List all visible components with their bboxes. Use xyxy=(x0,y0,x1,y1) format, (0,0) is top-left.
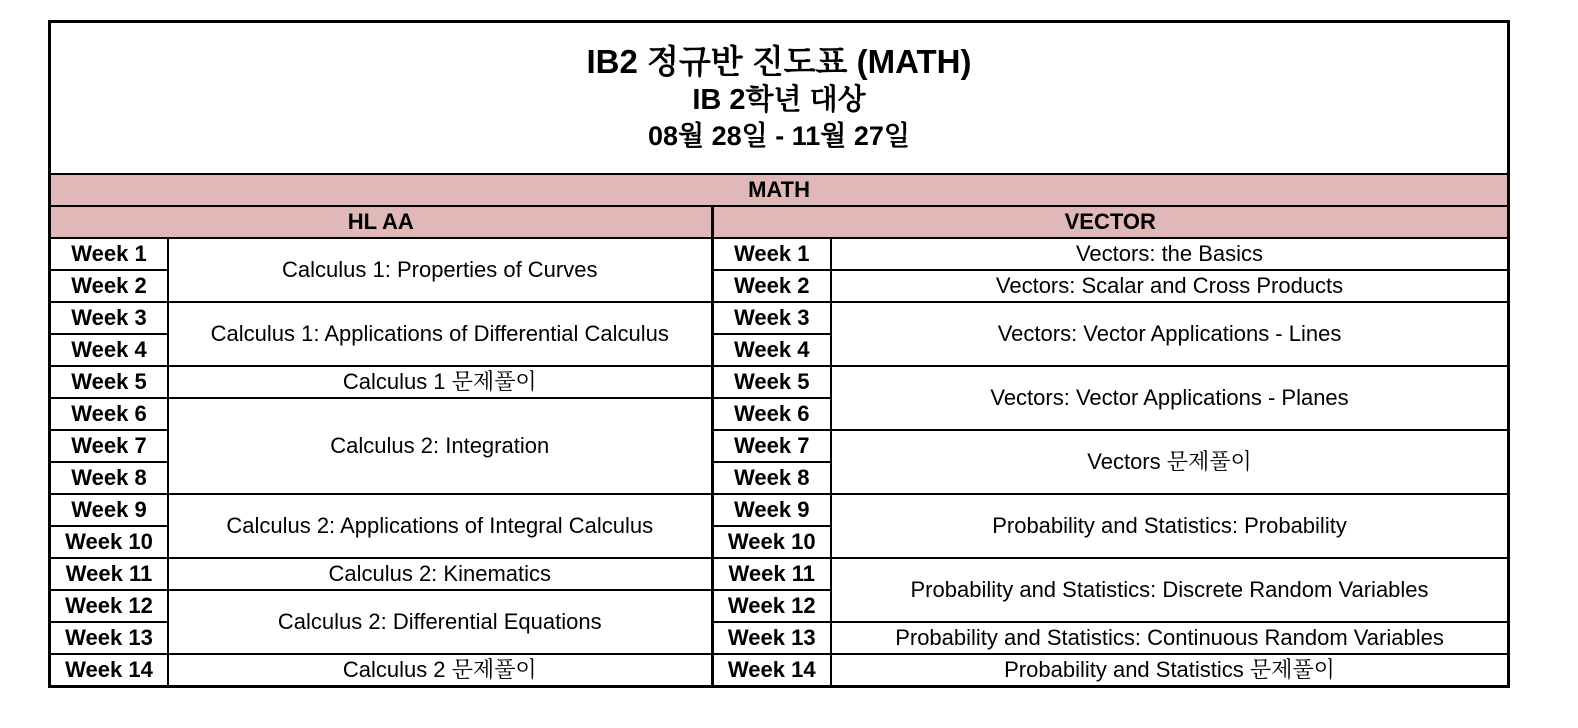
left-week-label: Week 2 xyxy=(51,270,168,302)
left-week-label: Week 1 xyxy=(51,238,168,270)
subject-header: MATH xyxy=(51,175,1507,206)
left-topic: Calculus 2: Applications of Integral Calculus xyxy=(168,494,712,558)
left-week-label: Week 7 xyxy=(51,430,168,462)
right-week-label: Week 10 xyxy=(712,526,831,558)
date-range: 08월 28일 - 11월 27일 xyxy=(648,121,910,151)
right-week-label: Week 9 xyxy=(712,494,831,526)
page-title: IB2 정규반 진도표 (MATH) xyxy=(586,43,972,80)
left-week-label: Week 12 xyxy=(51,590,168,622)
right-week-label: Week 8 xyxy=(712,462,831,494)
left-week-label: Week 11 xyxy=(51,558,168,590)
left-column-heading: HL AA xyxy=(51,206,712,238)
schedule-table xyxy=(51,175,1507,685)
left-topic: Calculus 1: Applications of Differential Calculus xyxy=(168,302,712,366)
page-subtitle: IB 2학년 대상 xyxy=(692,84,866,116)
right-topic: Probability and Statistics: Discrete Random Variables xyxy=(831,558,1507,622)
left-week-label: Week 8 xyxy=(51,462,168,494)
left-topic: Calculus 1: Properties of Curves xyxy=(168,238,712,302)
right-week-label: Week 3 xyxy=(712,302,831,334)
left-topic: Calculus 2: Differential Equations xyxy=(168,590,712,654)
left-topic: Calculus 2: Integration xyxy=(168,398,712,494)
right-topic: Probability and Statistics 문제풀이 xyxy=(831,654,1507,685)
left-week-label: Week 10 xyxy=(51,526,168,558)
right-week-label: Week 13 xyxy=(712,622,831,654)
left-topic: Calculus 2: Kinematics xyxy=(168,558,712,590)
left-week-label: Week 4 xyxy=(51,334,168,366)
right-week-label: Week 14 xyxy=(712,654,831,685)
left-week-label: Week 3 xyxy=(51,302,168,334)
right-week-label: Week 1 xyxy=(712,238,831,270)
left-topic: Calculus 1 문제풀이 xyxy=(168,366,712,398)
right-topic: Vectors: Vector Applications - Lines xyxy=(831,302,1507,366)
right-week-label: Week 11 xyxy=(712,558,831,590)
right-week-label: Week 2 xyxy=(712,270,831,302)
schedule-sheet xyxy=(48,20,1510,688)
right-topic: Vectors 문제풀이 xyxy=(831,430,1507,494)
right-week-label: Week 6 xyxy=(712,398,831,430)
title-block xyxy=(51,23,1507,175)
left-week-label: Week 6 xyxy=(51,398,168,430)
right-week-label: Week 7 xyxy=(712,430,831,462)
left-week-label: Week 13 xyxy=(51,622,168,654)
right-topic: Probability and Statistics: Probability xyxy=(831,494,1507,558)
left-week-label: Week 14 xyxy=(51,654,168,685)
left-topic: Calculus 2 문제풀이 xyxy=(168,654,712,685)
right-week-label: Week 12 xyxy=(712,590,831,622)
right-topic: Vectors: Vector Applications - Planes xyxy=(831,366,1507,430)
right-topic: Vectors: Scalar and Cross Products xyxy=(831,270,1507,302)
right-topic: Vectors: the Basics xyxy=(831,238,1507,270)
right-topic: Probability and Statistics: Continuous Random Variables xyxy=(831,622,1507,654)
left-week-label: Week 5 xyxy=(51,366,168,398)
left-week-label: Week 9 xyxy=(51,494,168,526)
right-column-heading: VECTOR xyxy=(712,206,1507,238)
right-week-label: Week 5 xyxy=(712,366,831,398)
right-week-label: Week 4 xyxy=(712,334,831,366)
